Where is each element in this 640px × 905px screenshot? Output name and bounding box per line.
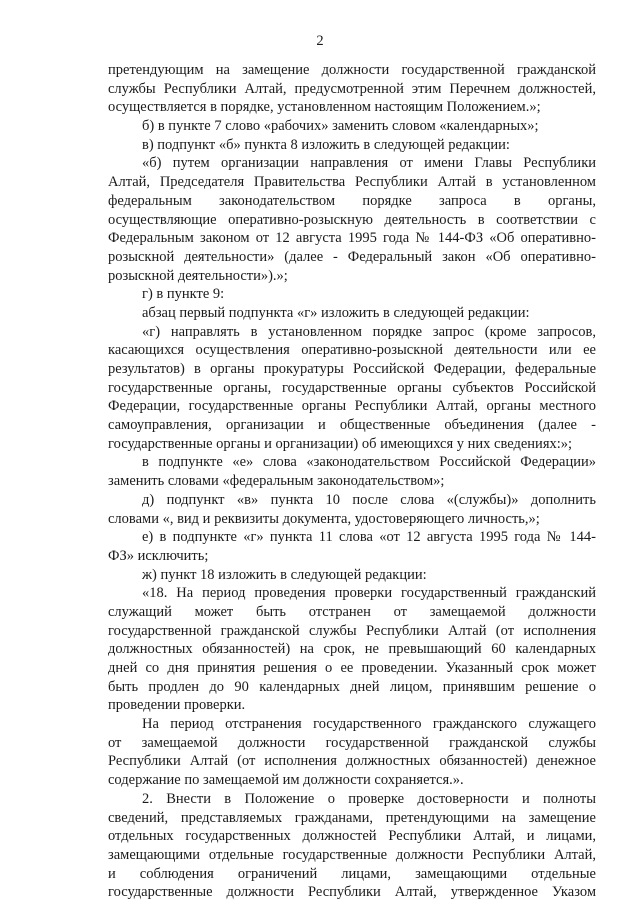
text-line: Федеральным законом от 12 августа 1995 года № 144-ФЗ «Об оперативно- [108, 230, 596, 247]
text-line: быть продлен до 90 календарных дней лицом, принявшим решение о [108, 678, 596, 695]
text-line: абзац первый подпункта «г» изложить в следующей редакции: [142, 304, 530, 321]
text-line: государственные органы, государственные органы субъектов Российской [108, 379, 596, 396]
text-line: дней со дня принятия решения о ее проведении. Указанный срок может [108, 660, 596, 676]
text-line: осуществляется в порядке, установленном настоящим Положением.»; [108, 99, 541, 116]
text-line: претендующим на замещение должности государственной гражданской [108, 62, 596, 78]
text-line: государственные органы и организации) об имеющихся у них сведениях:»; [108, 435, 573, 452]
text-line: должностных обязанностей) на срок, не превышающий 60 календарных [108, 641, 596, 658]
text-line: «18. На период проведения проверки государственный гражданский [142, 585, 596, 602]
text-line: сведений, представляемых гражданами, претендующими на замещение [108, 809, 596, 826]
text-line: 2. Внести в Положение о проверке достоверности и полноты [142, 790, 596, 807]
text-line: словами «, вид и реквизиты документа, удостоверяющего личность,»; [108, 510, 540, 527]
text-line: Алтай, Председателя Правительства Республики Алтай в установленном [108, 174, 596, 191]
document-body [108, 61, 596, 902]
text-line: На период отстранения государственного гражданского служащего [142, 716, 596, 733]
text-line: службы Республики Алтай, предусмотренной этим Перечнем должностей, [108, 80, 596, 97]
text-line: касающихся осуществления оперативно-розыскной деятельности или ее [108, 342, 596, 359]
text-line: заменить словами «федеральным законодательством»; [108, 473, 445, 490]
text-line: самоуправления, организации и общественные объединения (далее - [108, 417, 596, 434]
text-line: ФЗ» исключить; [108, 547, 209, 564]
text-line: отдельных государственных должностей Республики Алтай, и лицами, [108, 828, 596, 845]
text-line: служащий может быть отстранен от замещаемой должности [108, 603, 596, 620]
text-line: от замещаемой должности государственной гражданской службы [108, 734, 596, 751]
text-line: розыскной деятельности» (далее - Федеральный закон «Об оперативно- [108, 248, 596, 265]
text-line: б) в пункте 7 слово «рабочих» заменить словом «календарных»; [142, 118, 539, 135]
text-line: государственной гражданской службы Республики Алтай (от исполнения [108, 622, 596, 639]
text-line: в) подпункт «б» пункта 8 изложить в следующей редакции: [142, 136, 510, 153]
text-line: ж) пункт 18 изложить в следующей редакции: [142, 566, 427, 583]
text-line: д) подпункт «в» пункта 10 после слова «(службы)» дополнить [142, 491, 596, 508]
text-line: государственные должности Республики Алтай, утвержденное Указом [108, 884, 596, 901]
text-line: замещающими отдельные государственные должности Республики Алтай, [108, 846, 596, 863]
text-line: е) в подпункте «г» пункта 11 слова «от 12 августа 1995 года № 144- [142, 529, 596, 546]
text-line: содержание по замещаемой им должности сохраняется.». [108, 772, 464, 789]
text-line: и соблюдения ограничений лицами, замещающими отдельные [108, 865, 596, 882]
text-line: «б) путем организации направления от имени Главы Республики [142, 155, 596, 172]
text-line: результатов) в органы прокуратуры Российской Федерации, федеральные [108, 361, 596, 377]
page-number: 2 [316, 33, 324, 49]
text-line: Федерации, государственные органы Республики Алтай, органы местного [108, 398, 596, 415]
text-line: «г) направлять в установленном порядке запрос (кроме запросов, [142, 323, 596, 340]
text-line: г) в пункте 9: [142, 286, 225, 303]
text-line: в подпункте «е» слова «законодательством Российской Федерации» [142, 454, 596, 471]
text-line: осуществляющие оперативно-розыскную деятельность в соответствии с [108, 211, 596, 228]
text-line: проведении проверки. [108, 697, 246, 714]
text-line: Республики Алтай (от исполнения должностных обязанностей) денежное [108, 753, 596, 770]
text-line: федеральным законодательством порядке запроса в органы, [108, 192, 596, 209]
text-line: розыскной деятельности»).»; [108, 267, 288, 284]
